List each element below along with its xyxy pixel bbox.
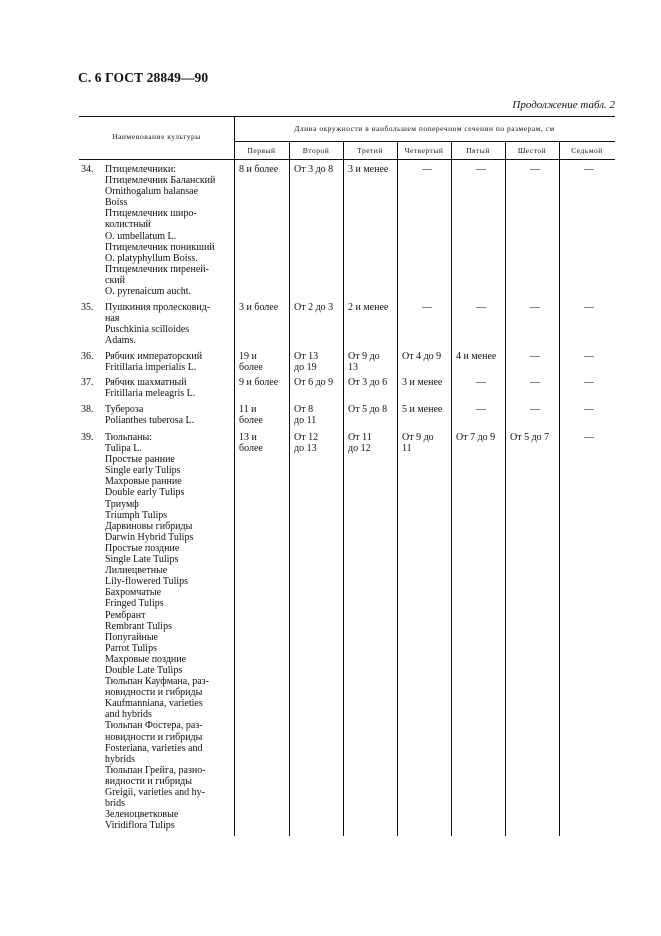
culture-name-cell <box>81 164 233 298</box>
row-number: 36. <box>81 351 94 362</box>
size-value-line: — <box>584 351 594 362</box>
culture-name-line: Parrot Tulips <box>105 642 157 654</box>
size-value-line: — <box>530 351 540 362</box>
size-value-line: — <box>530 164 540 175</box>
size-value-line: 11 и <box>239 404 257 415</box>
size-value-line: — <box>422 164 432 175</box>
size-value-line: От 8 <box>294 404 314 415</box>
size-value-line: — <box>422 302 432 313</box>
culture-name-line: Adams. <box>105 335 136 347</box>
size-value-line: От 5 до 8 <box>348 404 388 415</box>
culture-name-line: O. pyrenaicum aucht. <box>105 286 192 298</box>
size-value-cell <box>510 404 560 415</box>
table-top-rule <box>79 116 615 117</box>
culture-name-line: Fringed Tulips <box>105 598 164 610</box>
culture-name-line: Viridiflora Tulips <box>105 820 175 832</box>
size-value-cell <box>564 351 614 362</box>
size-value-cell <box>239 432 289 454</box>
culture-name-line: Single Late Tulips <box>105 554 179 566</box>
size-value-line: От 2 до 3 <box>294 302 334 313</box>
size-value-cell <box>402 351 452 362</box>
row-number: 39. <box>81 432 94 443</box>
size-value-line: 3 и менее <box>402 377 443 388</box>
culture-name-line: Kaufmanniana, varieties <box>105 698 203 710</box>
header-size-col: Шестой <box>517 146 547 155</box>
culture-name-line: hybrids <box>105 753 135 765</box>
size-value-line: От 4 до 9 <box>402 351 442 362</box>
size-value-line: 4 и менее <box>456 351 497 362</box>
column-divider <box>343 141 344 836</box>
data-table <box>79 116 615 836</box>
size-value-cell <box>564 302 614 313</box>
size-value-line: 9 и более <box>239 377 279 388</box>
culture-name-line: Птицемлечник Баланский <box>105 175 216 187</box>
size-value-line: более <box>239 443 263 455</box>
size-value-line: 13 и <box>239 432 257 443</box>
culture-name-cell <box>81 377 233 400</box>
culture-name-line: Fosteriana, varieties and <box>105 742 203 754</box>
culture-name-line: Махровые ранние <box>105 476 182 488</box>
culture-name-line: Tulipa L. <box>105 443 142 455</box>
culture-name-line: O. umbellatum L. <box>105 230 177 242</box>
size-value-line: более <box>239 415 263 427</box>
culture-name-line: Double early Tulips <box>105 487 185 499</box>
culture-name-line: колистный <box>105 219 151 231</box>
size-value-line: — <box>530 404 540 415</box>
header-size-col: Второй <box>302 146 330 155</box>
size-value-cell <box>294 404 344 426</box>
size-value-cell <box>510 164 560 175</box>
size-value-cell <box>402 404 452 415</box>
size-value-line: 3 и менее <box>348 164 389 175</box>
size-value-line: От 7 до 9 <box>456 432 496 443</box>
size-value-line: — <box>584 404 594 415</box>
size-value-line: — <box>584 432 594 443</box>
size-value-cell <box>456 404 506 415</box>
size-value-line: От 3 до 8 <box>294 164 334 175</box>
column-divider <box>451 141 452 836</box>
culture-name-line: Puschkinia scilloides <box>105 324 190 336</box>
size-value-cell <box>456 432 506 443</box>
culture-name-line: Птицемлечник поникший <box>105 241 215 253</box>
culture-name-line: Рябчик императорский <box>105 351 203 362</box>
column-divider <box>505 141 506 836</box>
size-value-line: От 11 <box>348 432 372 443</box>
column-divider <box>397 141 398 836</box>
culture-name-line: Махровые поздние <box>105 653 187 665</box>
size-value-cell <box>294 164 344 175</box>
header-size-col: Пятый <box>466 146 490 155</box>
culture-name-cell <box>81 432 233 832</box>
culture-name-line: Бахромчатые <box>105 587 162 599</box>
culture-name-line: Greigii, varieties and hy- <box>105 787 205 798</box>
size-value-line: — <box>584 302 594 313</box>
size-value-cell <box>510 351 560 362</box>
culture-name-cell <box>81 302 233 347</box>
size-value-cell <box>239 404 289 426</box>
size-value-line: — <box>476 302 486 313</box>
culture-name-line: Зеленоцветковые <box>105 809 179 821</box>
size-value-line: 5 и менее <box>402 404 443 415</box>
culture-name-line: Тюльпаны: <box>105 432 153 443</box>
size-value-line: От 6 до 9 <box>294 377 334 388</box>
culture-name-line: ная <box>105 313 120 325</box>
size-value-cell <box>239 351 289 373</box>
size-value-line: — <box>530 377 540 388</box>
size-value-line: более <box>239 362 263 374</box>
size-value-cell <box>564 432 614 443</box>
size-value-cell <box>456 351 506 362</box>
culture-name-line: Тюльпан Кауфмана, раз- <box>105 676 209 688</box>
size-value-line: — <box>476 404 486 415</box>
header-size-col: Четвертый <box>404 146 444 155</box>
size-value-cell <box>456 164 506 175</box>
culture-name-line: Polianthes tuberosa L. <box>105 415 195 427</box>
size-value-cell <box>294 351 344 373</box>
culture-name-line: Триумф <box>105 498 139 510</box>
size-value-line: От 9 до <box>348 351 380 362</box>
culture-name-line: новидности и гибриды <box>105 687 203 699</box>
table-continuation-label: Продолжение табл. 2 <box>512 99 615 111</box>
size-value-cell <box>564 377 614 388</box>
size-value-line: От 12 <box>294 432 319 443</box>
size-value-line: до 12 <box>348 443 371 455</box>
size-value-line: до 11 <box>294 415 317 427</box>
header-size-col: Третий <box>357 146 383 155</box>
size-value-cell <box>348 302 398 313</box>
row-number: 35. <box>81 302 94 313</box>
size-value-line: — <box>530 302 540 313</box>
size-value-cell <box>402 377 452 388</box>
culture-name-line: and hybrids <box>105 709 152 721</box>
culture-name-line: Single early Tulips <box>105 465 181 477</box>
culture-name-line: Ornithogalum balansae <box>105 186 199 198</box>
culture-name-line: Лилиецветные <box>105 565 168 577</box>
size-value-line: 2 и менее <box>348 302 389 313</box>
culture-name-line: Простые ранние <box>105 454 175 466</box>
header-size-group: Длина окружности в наибольшем поперечном сечении по размерам, см <box>294 124 555 133</box>
size-value-line: От 13 <box>294 351 319 362</box>
culture-name-line: новидности и гибриды <box>105 731 203 743</box>
size-value-cell <box>239 377 289 388</box>
size-value-cell <box>239 302 289 313</box>
size-value-cell <box>456 302 506 313</box>
size-value-line: — <box>476 164 486 175</box>
size-value-line: — <box>584 164 594 175</box>
size-value-cell <box>564 164 614 175</box>
culture-name-line: Boiss <box>105 197 128 209</box>
culture-name-line: Пушкиния пролесковид- <box>105 302 211 313</box>
size-value-line: — <box>476 377 486 388</box>
size-value-cell <box>402 302 452 313</box>
row-number: 34. <box>81 164 94 175</box>
size-value-cell <box>564 404 614 415</box>
page-header: С. 6 ГОСТ 28849—90 <box>78 70 209 85</box>
size-value-cell <box>510 302 560 313</box>
culture-name-cell <box>81 404 233 427</box>
size-value-line: 19 и <box>239 351 257 362</box>
culture-name-line: видности и гибриды <box>105 775 192 787</box>
culture-name-line: ский <box>105 274 125 286</box>
size-value-cell <box>510 432 560 443</box>
culture-name-line: Double Late Tulips <box>105 664 183 676</box>
size-value-cell <box>510 377 560 388</box>
culture-name-line: Fritillaria meleagris L. <box>105 388 196 400</box>
culture-name-line: Fritillaria imperialis L. <box>105 362 197 374</box>
size-value-cell <box>348 377 398 388</box>
size-value-line: От 9 до <box>402 432 434 443</box>
size-value-line: От 5 до 7 <box>510 432 550 443</box>
culture-name-line: Triumph Tulips <box>105 509 168 521</box>
culture-name-line: brids <box>105 798 125 810</box>
row-number: 37. <box>81 377 94 388</box>
column-divider <box>234 116 235 836</box>
column-divider <box>289 141 290 836</box>
size-value-line: до 13 <box>294 443 317 455</box>
row-number: 38. <box>81 404 94 415</box>
size-value-cell <box>456 377 506 388</box>
culture-name-line: Тубероза <box>105 404 144 415</box>
size-value-cell <box>294 377 344 388</box>
size-value-line: 3 и более <box>239 302 279 313</box>
culture-name-line: O. platyphyllum Boiss. <box>105 252 198 264</box>
header-size-col: Седьмой <box>571 146 603 155</box>
header-sub-rule <box>234 141 615 142</box>
culture-name-line: Darwin Hybrid Tulips <box>105 531 194 543</box>
culture-name-line: Птицемлечник пиреней- <box>105 263 209 275</box>
size-value-cell <box>294 302 344 313</box>
header-size-col: Первый <box>247 146 276 155</box>
size-value-line: — <box>584 377 594 388</box>
culture-name-line: Lily-flowered Tulips <box>105 576 189 588</box>
size-value-line: 8 и более <box>239 164 279 175</box>
header-culture-name: Наименование культуры <box>112 132 201 141</box>
culture-name-line: Rembrant Tulips <box>105 620 172 632</box>
culture-name-line: Тюльпан Фостера, раз- <box>105 720 203 732</box>
culture-name-line: Простые поздние <box>105 542 180 554</box>
size-value-cell <box>294 432 344 454</box>
size-value-cell <box>402 164 452 175</box>
size-value-line: 11 <box>402 443 412 455</box>
header-bottom-rule <box>79 159 615 160</box>
size-value-cell <box>402 432 452 454</box>
column-divider <box>559 141 560 836</box>
culture-name-line: Попугайные <box>105 631 158 643</box>
size-value-line: до 19 <box>294 362 317 374</box>
size-value-cell <box>348 404 398 415</box>
culture-name-line: Рябчик шахматный <box>105 377 187 388</box>
size-value-cell <box>348 432 398 454</box>
size-value-line: От 3 до 6 <box>348 377 388 388</box>
size-value-cell <box>348 351 398 373</box>
size-value-cell <box>239 164 289 175</box>
size-value-cell <box>348 164 398 175</box>
culture-name-line: Птицемлечники: <box>105 164 176 175</box>
culture-name-line: Дарвиновы гибриды <box>105 520 193 532</box>
culture-name-line: Рембрант <box>105 609 146 621</box>
size-value-line: 13 <box>348 362 358 374</box>
culture-name-cell <box>81 351 233 374</box>
culture-name-line: Тюльпан Грейга, разно- <box>105 764 206 776</box>
culture-name-line: Птицемлечник широ- <box>105 208 197 220</box>
